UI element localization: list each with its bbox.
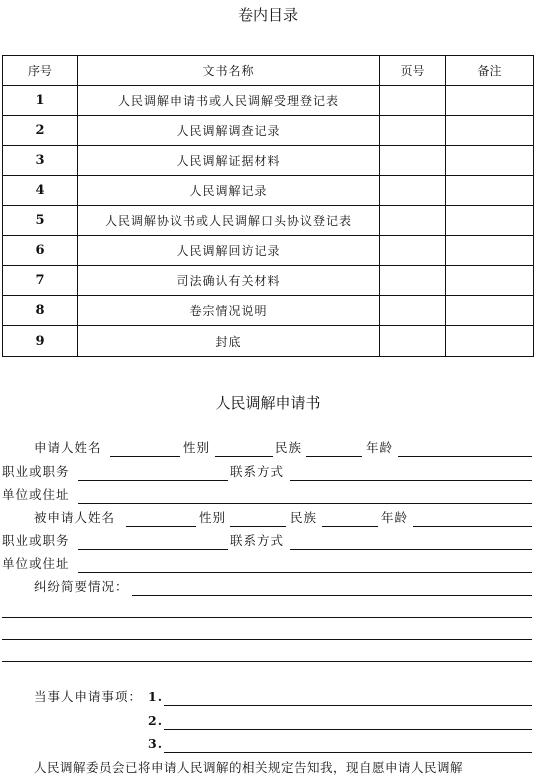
dispute-label: 纠纷简要情况： bbox=[34, 579, 129, 594]
ethnicity-label: 民族 bbox=[275, 440, 303, 455]
row-num: 8 bbox=[3, 296, 78, 326]
toc-title: 卷内目录 bbox=[237, 6, 298, 24]
applicant-occupation-field[interactable] bbox=[78, 480, 228, 481]
age-label: 年龄 bbox=[381, 510, 409, 525]
row-num: 9 bbox=[3, 326, 78, 357]
row-num: 3 bbox=[3, 146, 78, 176]
request-item-2-label: 2. bbox=[148, 713, 164, 728]
row-page bbox=[380, 266, 446, 296]
table-row bbox=[3, 326, 534, 357]
row-doc-name: 卷宗情况说明 bbox=[78, 296, 380, 326]
gender-label: 性别 bbox=[183, 440, 211, 455]
row-num: 5 bbox=[3, 206, 78, 236]
applicant-age-field[interactable] bbox=[398, 456, 532, 457]
request-item-3-label: 3. bbox=[148, 736, 164, 751]
row-page bbox=[380, 236, 446, 266]
table-row bbox=[3, 296, 534, 326]
contact-label: 联系方式 bbox=[230, 533, 285, 548]
row-doc-name: 人民调解回访记录 bbox=[78, 236, 380, 266]
row-page bbox=[380, 146, 446, 176]
row-page bbox=[380, 326, 446, 357]
table-row bbox=[3, 266, 534, 296]
footer-statement: 人民调解委员会已将申请人民调解的相关规定告知我，现自愿申请人民调解 bbox=[34, 760, 464, 775]
table-row bbox=[3, 146, 534, 176]
row-num: 7 bbox=[3, 266, 78, 296]
age-label: 年龄 bbox=[366, 440, 394, 455]
dispute-field-line-3[interactable] bbox=[2, 639, 532, 640]
row-note bbox=[446, 206, 534, 236]
row-note bbox=[446, 116, 534, 146]
row-page bbox=[380, 116, 446, 146]
row-page bbox=[380, 206, 446, 236]
row-doc-name: 人民调解调查记录 bbox=[78, 116, 380, 146]
row-page bbox=[380, 296, 446, 326]
form-title: 人民调解申请书 bbox=[215, 394, 321, 412]
respondent-age-field[interactable] bbox=[413, 526, 532, 527]
occupation-label: 职业或职务 bbox=[2, 464, 70, 479]
row-note bbox=[446, 176, 534, 206]
applicant-name-label: 申请人姓名 bbox=[34, 440, 102, 455]
request-item-3-field[interactable] bbox=[164, 752, 532, 753]
row-doc-name: 司法确认有关材料 bbox=[78, 266, 380, 296]
row-page bbox=[380, 86, 446, 116]
table-row bbox=[3, 176, 534, 206]
row-note bbox=[446, 266, 534, 296]
respondent-address-field[interactable] bbox=[78, 572, 532, 573]
row-doc-name: 人民调解证据材料 bbox=[78, 146, 380, 176]
row-note bbox=[446, 326, 534, 357]
applicant-name-field[interactable] bbox=[110, 456, 180, 457]
table-row bbox=[3, 116, 534, 146]
request-item-2-field[interactable] bbox=[164, 729, 532, 730]
toc-table bbox=[2, 55, 534, 357]
row-note bbox=[446, 296, 534, 326]
header-seq: 序号 bbox=[3, 56, 78, 86]
row-note bbox=[446, 86, 534, 116]
row-doc-name: 人民调解协议书或人民调解口头协议登记表 bbox=[78, 206, 380, 236]
respondent-gender-field[interactable] bbox=[230, 526, 286, 527]
occupation-label: 职业或职务 bbox=[2, 533, 70, 548]
row-num: 4 bbox=[3, 176, 78, 206]
request-item-1-label: 1. bbox=[148, 689, 164, 704]
header-page: 页号 bbox=[380, 56, 446, 86]
applicant-address-field[interactable] bbox=[78, 503, 532, 504]
row-num: 6 bbox=[3, 236, 78, 266]
dispute-field-line-4[interactable] bbox=[2, 661, 532, 662]
contact-label: 联系方式 bbox=[230, 464, 285, 479]
row-doc-name: 封底 bbox=[78, 326, 380, 357]
applicant-contact-field[interactable] bbox=[290, 480, 532, 481]
request-label: 当事人申请事项： bbox=[34, 689, 143, 704]
respondent-contact-field[interactable] bbox=[290, 549, 532, 550]
respondent-name-label: 被申请人姓名 bbox=[34, 510, 116, 525]
row-note bbox=[446, 236, 534, 266]
respondent-ethnicity-field[interactable] bbox=[322, 526, 378, 527]
row-num: 2 bbox=[3, 116, 78, 146]
applicant-ethnicity-field[interactable] bbox=[306, 456, 362, 457]
gender-label: 性别 bbox=[199, 510, 227, 525]
row-doc-name: 人民调解记录 bbox=[78, 176, 380, 206]
row-note bbox=[446, 146, 534, 176]
table-row bbox=[3, 206, 534, 236]
respondent-occupation-field[interactable] bbox=[78, 549, 228, 550]
respondent-name-field[interactable] bbox=[126, 526, 196, 527]
dispute-field-line-2[interactable] bbox=[2, 617, 532, 618]
row-doc-name: 人民调解申请书或人民调解受理登记表 bbox=[78, 86, 380, 116]
ethnicity-label: 民族 bbox=[290, 510, 318, 525]
applicant-gender-field[interactable] bbox=[215, 456, 273, 457]
table-row bbox=[3, 236, 534, 266]
row-page bbox=[380, 176, 446, 206]
toc-header-row bbox=[3, 56, 534, 86]
row-num: 1 bbox=[3, 86, 78, 116]
header-doc-name: 文书名称 bbox=[78, 56, 380, 86]
address-label: 单位或住址 bbox=[2, 556, 70, 571]
request-item-1-field[interactable] bbox=[164, 705, 532, 706]
dispute-field-line-1[interactable] bbox=[132, 595, 532, 596]
table-row bbox=[3, 86, 534, 116]
header-note: 备注 bbox=[446, 56, 534, 86]
address-label: 单位或住址 bbox=[2, 487, 70, 502]
